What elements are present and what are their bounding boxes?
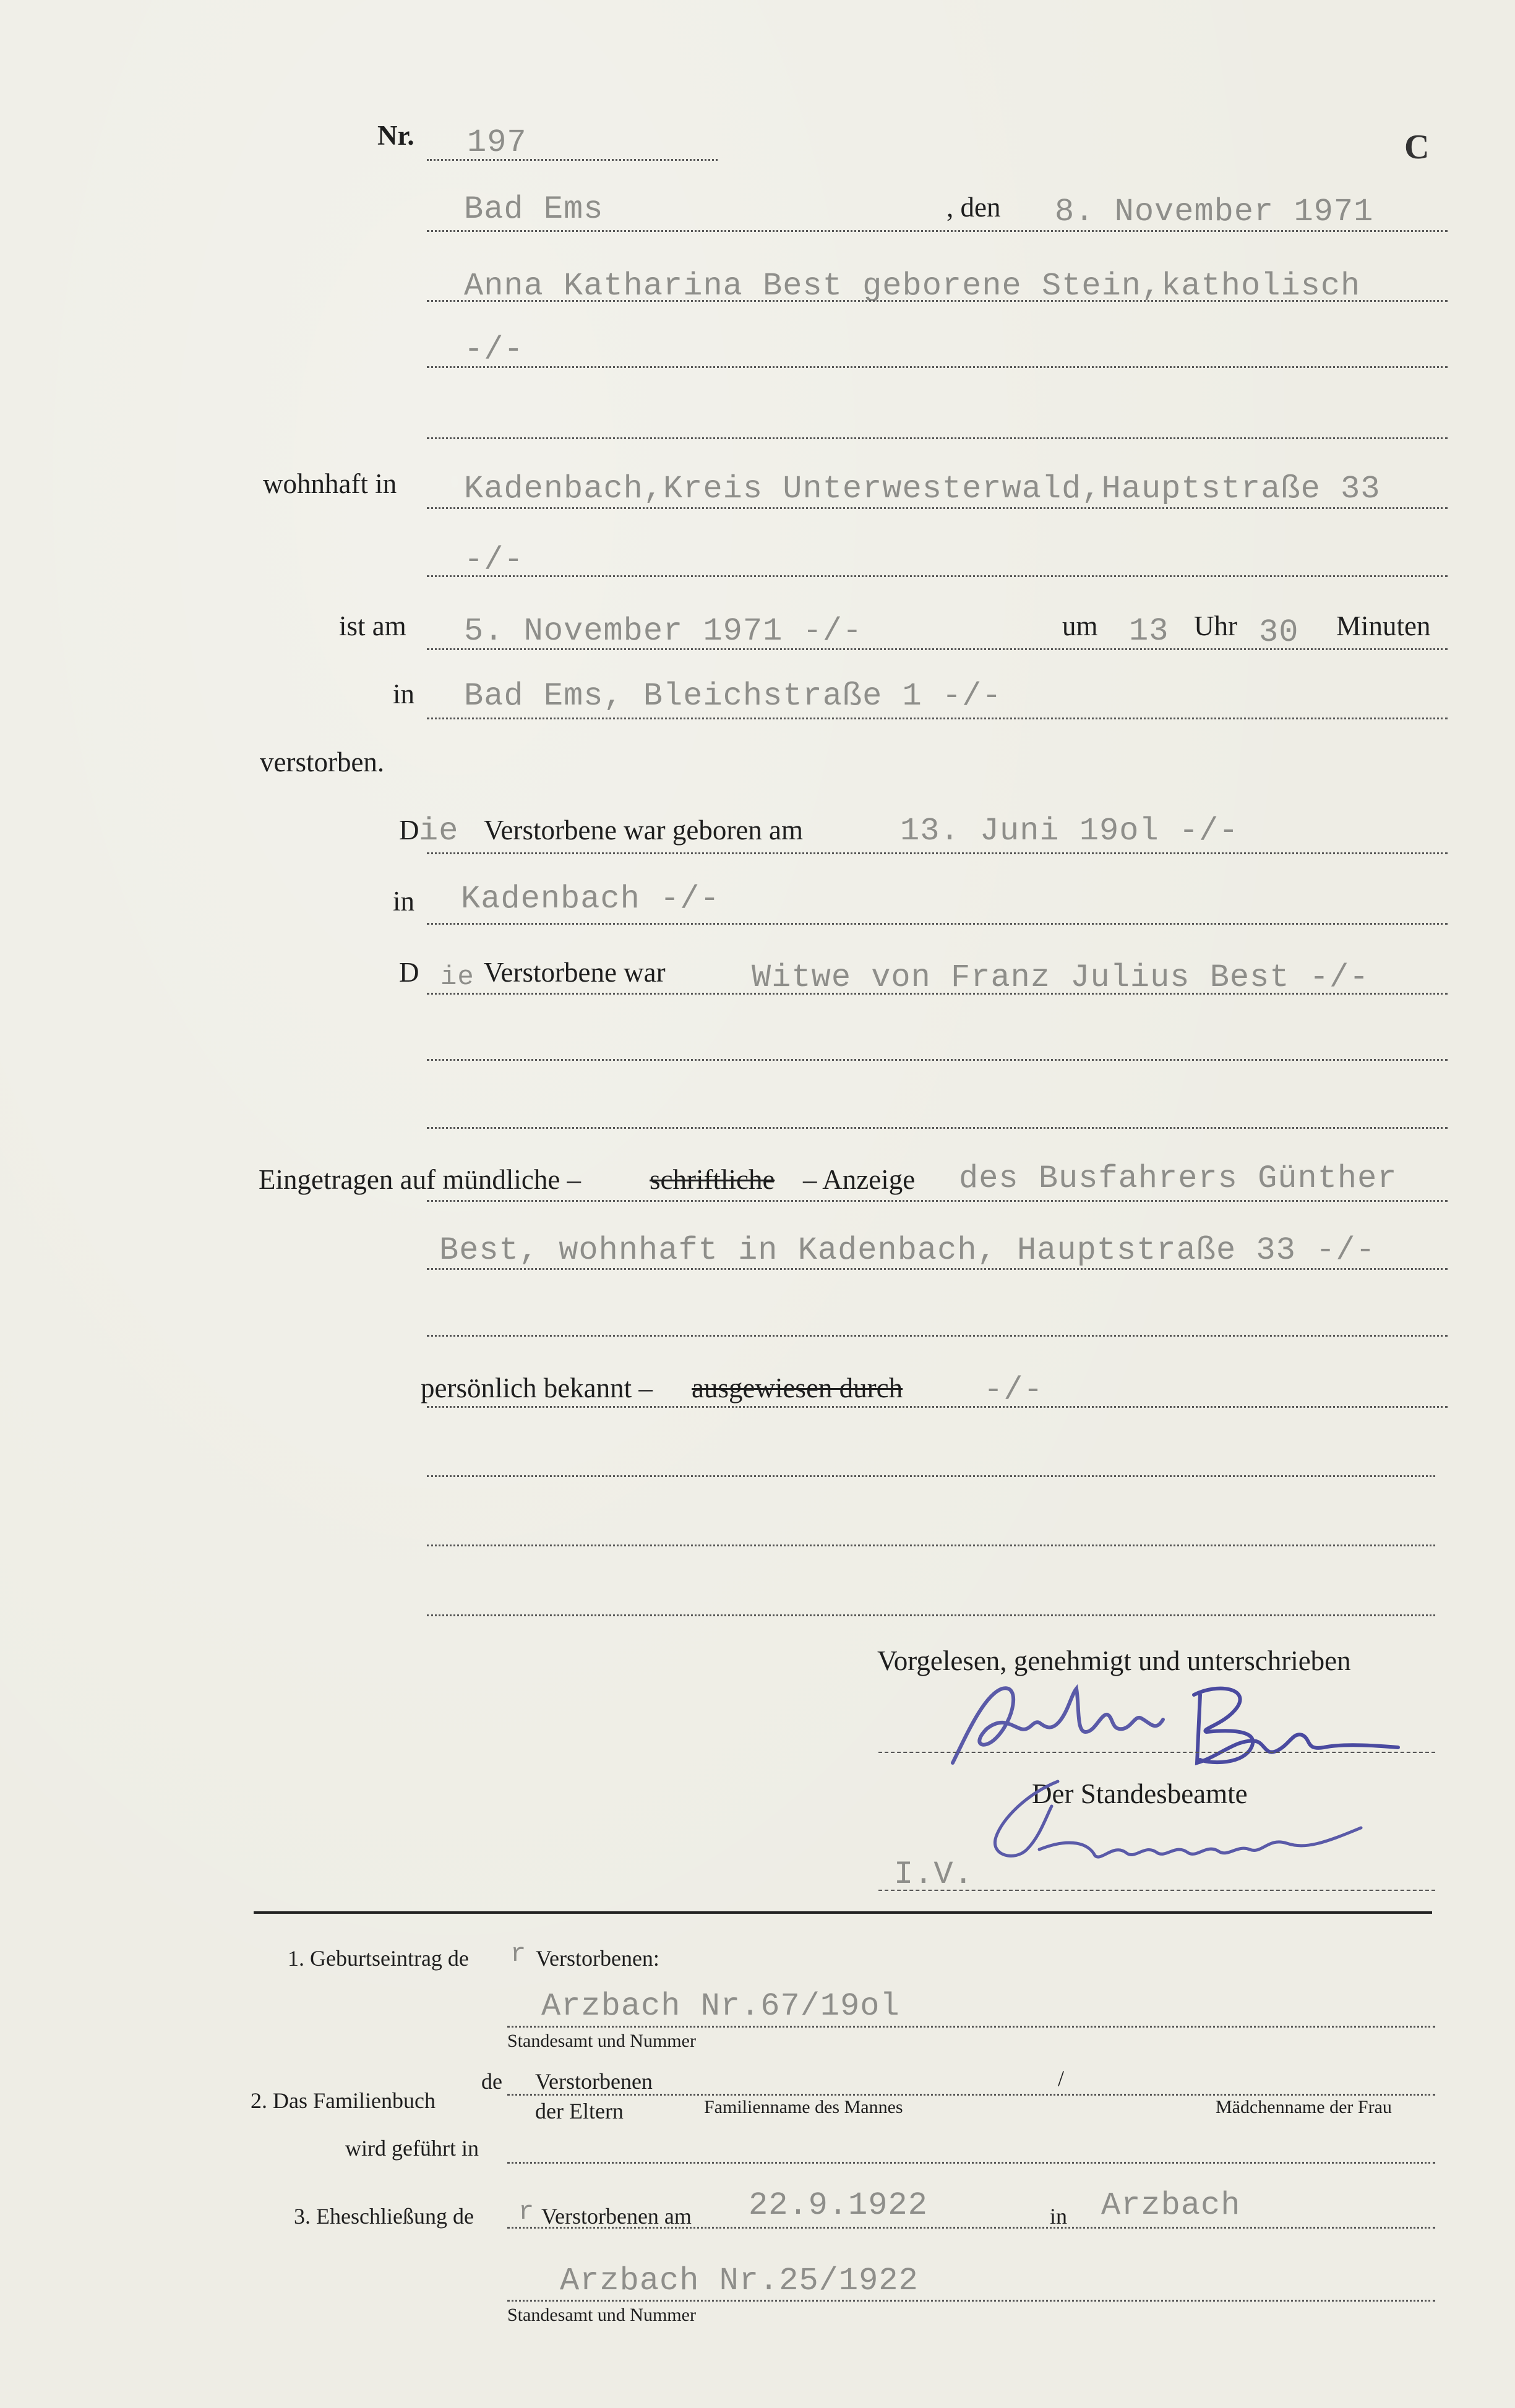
wohnhaft-line1: Kadenbach,Kreis Unterwesterwald,Hauptstraße 33 xyxy=(464,471,1381,507)
blank-line-3 xyxy=(427,1127,1448,1129)
maedchenname-label: Mädchenname der Frau xyxy=(1216,2097,1392,2117)
war-label: Verstorbene war xyxy=(484,957,666,988)
marital-status: Witwe von Franz Julius Best -/- xyxy=(752,959,1370,996)
birth-place-line xyxy=(427,923,1448,925)
ausgewiesen-struck: ausgewiesen durch xyxy=(692,1373,903,1403)
form-letter: C xyxy=(1404,128,1430,166)
official-signature xyxy=(977,1769,1410,1893)
item2-de: de xyxy=(481,2069,502,2094)
death-date-line xyxy=(427,648,1448,650)
birth-date-line xyxy=(427,852,1448,854)
death-place: Bad Ems, Bleichstraße 1 -/- xyxy=(464,678,1002,714)
informant-sig-line xyxy=(878,1752,1435,1753)
blank-line-5 xyxy=(427,1475,1435,1477)
um-label: um xyxy=(1062,611,1098,641)
blank-line-2 xyxy=(427,1059,1448,1061)
vorgelesen-text: Vorgelesen, genehmigt und unterschrieben xyxy=(877,1645,1351,1676)
standesbeamte-label: Der Standesbeamte xyxy=(1032,1778,1248,1809)
die-suffix: ie xyxy=(419,813,459,849)
item3-registry-line xyxy=(507,2300,1435,2302)
eingetragen-label: Eingetragen auf mündliche – xyxy=(259,1164,582,1195)
item1-line xyxy=(507,2026,1435,2028)
standesamt-label-1: Standesamt und Nummer xyxy=(507,2031,696,2051)
item2-slash: / xyxy=(1058,2066,1065,2091)
wohnhaft-underline2 xyxy=(427,575,1448,577)
schriftliche-struck: schriftliche xyxy=(650,1164,775,1195)
die2-prefix: D xyxy=(399,957,419,988)
item3-label-a: 3. Eheschließung de xyxy=(294,2204,474,2229)
item3-label-b: Verstorbenen am xyxy=(541,2204,692,2229)
nr-value: 197 xyxy=(467,124,527,161)
death-date: 5. November 1971 -/- xyxy=(464,613,863,649)
item2-eltern: der Eltern xyxy=(535,2099,624,2123)
die-prefix: D xyxy=(399,815,419,846)
item3-place: Arzbach xyxy=(1101,2187,1241,2224)
verstorben-label: verstorben. xyxy=(260,747,385,778)
blank-line-7 xyxy=(427,1614,1435,1616)
date-value: 8. November 1971 xyxy=(1055,194,1374,230)
birth-place: Kadenbach -/- xyxy=(461,881,720,917)
informant-line1: des Busfahrers Günther xyxy=(959,1160,1397,1197)
item3-registry: Arzbach Nr.25/1922 xyxy=(560,2263,919,2299)
blank-line-6 xyxy=(427,1545,1435,1546)
informant-underline1 xyxy=(427,1200,1448,1202)
familienname-label: Familienname des Mannes xyxy=(704,2097,903,2117)
wohnhaft-label: wohnhaft in xyxy=(263,468,397,499)
person-line1: Anna Katharina Best geborene Stein,katholisch xyxy=(464,268,1361,304)
informant-signature xyxy=(928,1670,1410,1781)
birth-date: 13. Juni 19ol -/- xyxy=(900,813,1239,849)
person-underline1 xyxy=(427,300,1448,302)
footer-separator xyxy=(254,1911,1432,1914)
item2-wird: wird geführt in xyxy=(345,2136,479,2161)
death-place-line xyxy=(427,718,1448,719)
die2-suffix: ie xyxy=(440,962,474,993)
item1-label-b: Verstorbenen: xyxy=(536,1946,659,1971)
bekannt-label: persönlich bekannt – xyxy=(421,1373,653,1403)
den-label: , den xyxy=(946,192,1001,223)
item2-label: 2. Das Familienbuch xyxy=(251,2088,436,2113)
iv-label: I.V. xyxy=(894,1856,974,1893)
item3-line xyxy=(507,2227,1435,2229)
anzeige-label: – Anzeige xyxy=(803,1164,916,1195)
bekannt-value: -/- xyxy=(984,1372,1044,1408)
in-label-2: in xyxy=(393,886,415,917)
nr-label: Nr. xyxy=(377,120,414,151)
informant-underline2 xyxy=(427,1268,1448,1270)
item2-line xyxy=(507,2094,1435,2096)
blank-line-4 xyxy=(427,1335,1448,1337)
minuten-label: Minuten xyxy=(1336,611,1431,641)
person-line2: -/- xyxy=(464,332,524,368)
place-value: Bad Ems xyxy=(464,191,604,228)
person-underline2 xyxy=(427,366,1448,368)
wohnhaft-underline1 xyxy=(427,507,1448,509)
item1-label-a: 1. Geburtseintrag de xyxy=(288,1946,469,1971)
standesamt-label-2: Standesamt und Nummer xyxy=(507,2305,696,2325)
item2-wird-line xyxy=(507,2162,1435,2164)
geboren-label: Verstorbene war geboren am xyxy=(484,815,804,846)
item1-sup: r xyxy=(510,1939,527,1969)
marital-line xyxy=(427,993,1448,995)
ist-am-label: ist am xyxy=(339,611,406,641)
in-label: in xyxy=(393,679,415,709)
bekannt-line xyxy=(427,1406,1448,1408)
minutes-value: 30 xyxy=(1259,614,1299,651)
informant-line2: Best, wohnhaft in Kadenbach, Hauptstraße 33 -/- xyxy=(439,1232,1376,1269)
item1-value: Arzbach Nr.67/19ol xyxy=(541,1988,900,2025)
official-sig-line xyxy=(878,1890,1435,1891)
wohnhaft-line2: -/- xyxy=(464,542,524,578)
uhr-label: Uhr xyxy=(1194,611,1237,641)
item2-verstorbenen: Verstorbenen xyxy=(535,2069,653,2094)
place-line xyxy=(427,230,1448,232)
item3-in: in xyxy=(1050,2204,1068,2229)
nr-line xyxy=(427,159,718,161)
item3-date: 22.9.1922 xyxy=(749,2187,928,2224)
blank-line xyxy=(427,437,1448,439)
hour-value: 13 xyxy=(1129,613,1169,649)
item3-sup: r xyxy=(518,2197,535,2227)
